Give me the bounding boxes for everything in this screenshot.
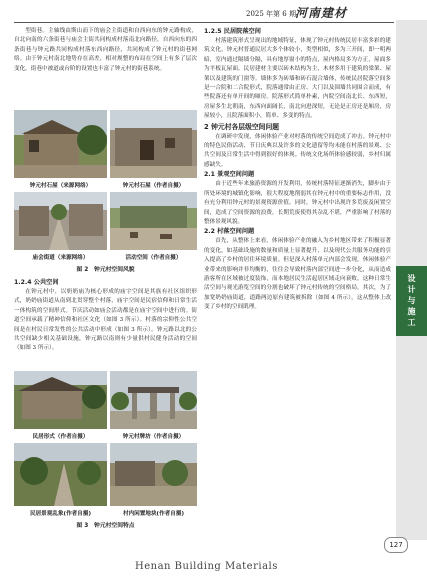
heading-public-space: 1.2.4 公共空间 <box>14 279 59 286</box>
heading-landscape: 2.1 景观空间问题 <box>204 171 255 179</box>
photo-temple-street <box>14 192 107 250</box>
caption-6: 钟元村牌坊（作者自摄） <box>122 434 185 440</box>
footer-journal-name: Henan Building Materials <box>135 561 278 572</box>
heading-problems: 2 钟元村各层级空间问题 <box>204 122 280 131</box>
side-bar <box>396 20 427 540</box>
figure-2-caption: 图 2 钟元村空间风貌 <box>76 267 135 273</box>
photo-stone-house-2 <box>110 110 197 178</box>
figure-3-caption: 图 3 钟元村空间特点 <box>76 523 135 529</box>
page-number: 127 <box>384 537 408 553</box>
photo-activity-space <box>110 192 197 250</box>
caption-8: 村内闲置地块(作者自摄) <box>122 511 185 517</box>
photo-dwelling-form <box>14 371 107 429</box>
photo-memorial-arch <box>110 371 197 429</box>
right-column <box>204 27 391 313</box>
caption-5: 民居形式（作者自摄） <box>32 434 89 440</box>
issue-label: 2025 年第 6 期 <box>246 10 296 18</box>
journal-title: 河南建材 <box>295 6 348 20</box>
page-header <box>0 0 427 30</box>
photo-landscape-mess <box>14 443 107 506</box>
public-paragraph: 在钟元村中，以奶奶庙为核心形成的庙宇空间是其族有社区组织形式，奶奶庙街道从南到北贯穿整个村落，庙宇空间是民宿信仰和日常生活一体构筑的空间形式。节庆活动如庙会活动都是在庙宇空间中进行的。街道空间承载了精神信仰和社区文化（如图 3 所示）。村落的宗仰性公共空间是在村民日常发性的公共活动中形成（如图 3 所示）。钟元路以北的公共空间缺少相关基础设施，钟元路以南则有少量供村民健身活动的空间（如图 3 所示）。 <box>14 289 197 352</box>
problems-paragraph: 在调研中发现，体闲体验产业对村落的传统空间造成了冲击。钟元村中的特色民俗活动、节日庆典以及许多的文化遗留等均未能在村落的景观、公共空间及日常生活中得到很好的体现。传统文化场所体验感较弱，乡村归属感缺失。 <box>204 133 391 168</box>
header-rule <box>14 22 394 23</box>
heading-village-space: 2.2 村落空间问题 <box>204 228 255 236</box>
photo-stone-house-1 <box>14 110 107 178</box>
caption-4: 活动空间（作者自摄） <box>125 255 182 261</box>
caption-7: 民居景观乱象(作者自摄) <box>29 511 92 517</box>
left-public <box>14 278 197 354</box>
page-footer <box>0 555 427 579</box>
intro-paragraph: 型街巷。主轴线由斯山而下的庙会主街道和自西向东的钟元路构成，自北向南的六条街巷与庙会主街共同构成村落南北向路径，自西向东的四条街巷与钟元路共同构成村落东西向路径，共同构成了钟元村的街巷网络。由于钟元村南北地势存在高差，相对规整的布局在空间上有多了层次变化。街巷中被道或台阶的设置也丰富了钟元村的街巷系统。 <box>14 28 197 72</box>
dwelling-paragraph: 村落建筑形式呈现出的地域特征，体现了钟元村传统民居丰富多彩的建筑文化。钟元村普通民居大多个体较小，类型相似，多为三开间，即一明两暗，室内通过隔墙分隔，具有地厚窗小的特点，屋内格局多为方正，屋面多为平板瓦屋面。民居建材主要以砖木结构为主，木材多用于建筑的梁架、屋架以及建筑的门窗等。墙体多为砖墙和砖石混合墙体，传统民居院落空间多是一合院和二合院形式，院落通常由正房、大门以及围墙共同围合而成，有些院落还有单开间的厢房。院落形式简单朴素，内院空间南北长、东西短，房屋多生北朝南，东西向面阔长，南北向进深短，无论是正房还是厢房，房屋较小，且院落面积小，简单、多变的特点。 <box>204 38 391 120</box>
photo-idle-plot <box>110 443 197 506</box>
section-tab: 设计与施工 <box>396 266 427 336</box>
caption-2: 钟元村石屋（作者自摄） <box>122 183 185 189</box>
landscape-paragraph: 由于近些年来旅游资源的开发利用，传统村落特征逐渐消失，脚步由于所处环境的城镇化影响，很大程度地削弱其在钟元村中的重要标志作用，没有充分利用钟元村的景观资源价值。同时，钟元村中出现许多荒废及闲置空间，造成了空间资源的浪费，长期荒废使得其杂乱不堪，严重影响了村落的整体景观风貌。 <box>204 181 391 225</box>
village-paragraph: 首先，从整体上来看，体闲体验产业的融入为乡村地区带来了积极显著的变化，如基础设施的数量和质量上显著提升，以及现代公共服务功能的引入提高了乡村的居住环境质量。但是深入村落单元内部会发现，休闲体验产业带来的影响并非均衡的，往往会导致村落内部空间进一步分化，从而造成游客所在区域被过度装饰，而本地居民生活起居区域走向衰败。这种日常生活空间与观光游览空间的分割也破坏了钟元村传统的空间格局。其次，为了加宽奶奶庙街道，道路两边原有建筑被拆除（如图 4 所示），这从整体上改变了乡村的空间肌理。 <box>204 238 391 311</box>
left-intro <box>14 27 197 74</box>
heading-dwelling: 1.2.5 民居院落空间 <box>204 28 261 35</box>
caption-3: 庙会街道（来源网络） <box>32 255 89 261</box>
caption-1: 钟元村石屋（来源网络） <box>29 183 92 189</box>
